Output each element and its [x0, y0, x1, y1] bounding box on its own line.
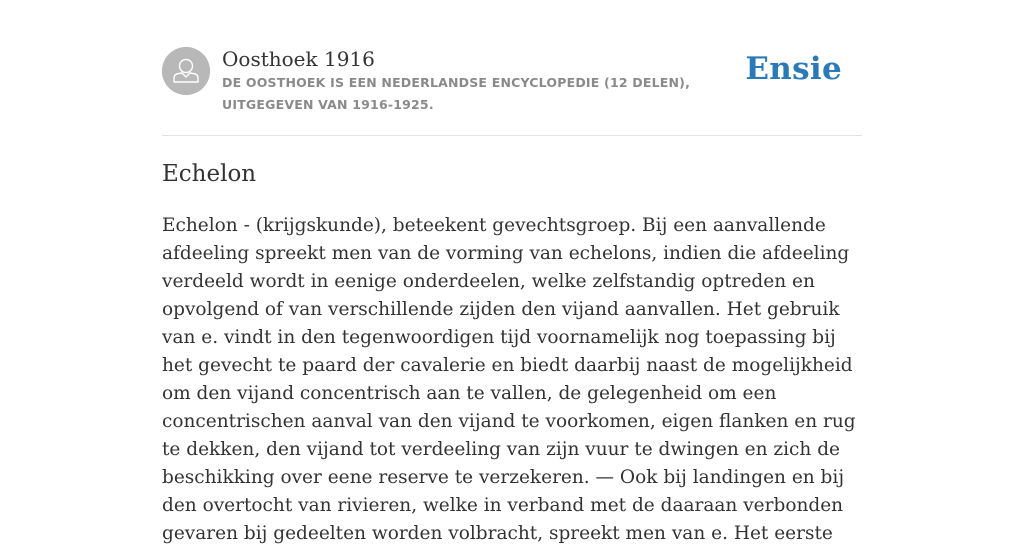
article-body: Echelon - (krijgskunde), beteekent gevechtsgroep. Bij een aanvallende afdeeling spreekt men van de vorming van echelons, indien die afdeeling verdeeld wordt in eenige onderdeelen, welke zelfstandig optreden en opvolgend of van verschillende zijden den vijand aanvallen. Het gebruik van e. vindt in den tegenwoordigen tijd voornamelijk nog toepassing bij het gevecht te paard der cavalerie en biedt daarbij naast de mogelijkheid om den vijand concentrisch aan te vallen, de gelegenheid om een concentrischen aanval van den vijand te voorkomen, eigen flanken en rug te dekken, den vijand tot verdeeling van zijn vuur te dwingen en zich de beschikking over eene reserve te verzekeren. — Ook bij landingen en bij den overtocht van rivieren, welke in verband met de daaraan verbonden gevaren bij gedeelten worden volbracht, spreekt men van e. Het eerste	[162, 215, 856, 544]
article-title: Echelon	[162, 161, 257, 187]
source-header	[162, 47, 862, 136]
avatar[interactable]	[162, 47, 210, 95]
user-icon	[162, 47, 210, 95]
source-description: DE OOSTHOEK IS EEN NEDERLANDSE ENCYCLOPEDIE (12 DELEN), UITGEGEVEN VAN 1916-1925.	[222, 75, 691, 112]
source-title[interactable]: Oosthoek 1916	[222, 47, 375, 71]
brand-logo[interactable]: Ensie	[745, 51, 842, 87]
